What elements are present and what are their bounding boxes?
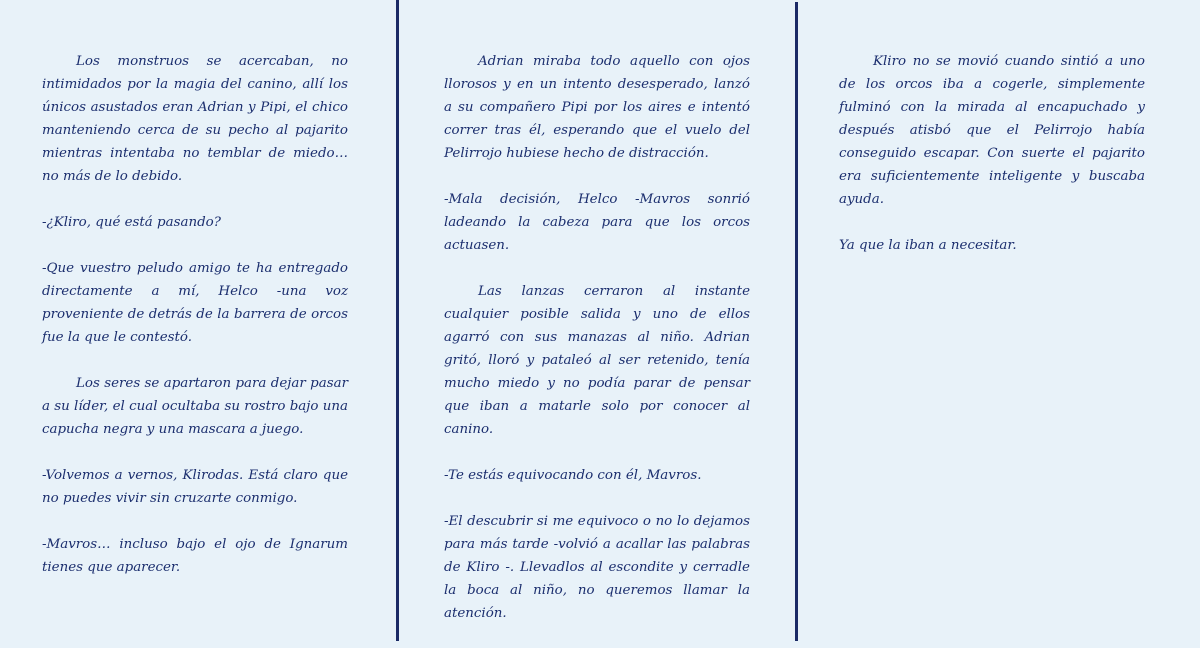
paragraph: Las lanzas cerraron al instante cualquier posible salida y uno de ellos agarró con sus manazas al niño. Adrian gritó, lloró y pataleó al ser retenido, tenía mucho miedo y no podía parar de pensar que iban a matarle solo por conocer al canino. [444,284,750,437]
paragraph: Adrian miraba todo aquello con ojos llorosos y en un intento desesperado, lanzó a su compañero Pipi por los aires e intentó correr tras él, esperando que el vuelo del Pelirrojo hubiese hecho de distracción. [444,54,750,161]
paragraph: -El descubrir si me equivoco o no lo dejamos para más tarde -volvió a acallar las palabras de Kliro -. Llevadlos al escondite y cerradle la boca al niño, no queremos llamar la atención. [444,514,750,621]
text-column-2 [444,50,750,648]
paragraph: Los seres se apartaron para dejar pasar a su líder, el cual ocultaba su rostro bajo una capucha negra y una mascara a juego. [42,376,348,437]
paragraph: Kliro no se movió cuando sintió a uno de los orcos iba a cogerle, simplemente fulminó con la mirada al encapuchado y después atisbó que el Pelirrojo había conseguido escapar. Con suerte el pajarito era suficientemente inteligente y buscaba ayuda. [839,54,1145,207]
paragraph: -Te estás equivocando con él, Mavros. [444,468,702,483]
paragraph: Ya que la iban a necesitar. [839,238,1017,253]
paragraph: -Mavros… incluso bajo el ojo de Ignarum tienes que aparecer. [42,537,348,575]
column-divider-left [396,0,399,641]
paragraph: -¿Kliro, qué está pasando? [42,215,221,230]
paragraph: -Mala decisión, Helco -Mavros sonrió ladeando la cabeza para que los orcos actuasen. [444,192,750,253]
text-column-1 [42,50,348,602]
column-divider-right [795,2,798,641]
paragraph: -Volvemos a vernos, Klirodas. Está claro que no puedes vivir sin cruzarte conmigo. [42,468,348,506]
text-column-3 [839,50,1145,280]
paragraph: -Que vuestro peludo amigo te ha entregado directamente a mí, Helco -una voz proveniente de detrás de la barrera de orcos fue la que le contestó. [42,261,348,345]
paragraph: Los monstruos se acercaban, no intimidados por la magia del canino, allí los únicos asustados eran Adrian y Pipi, el chico manteniendo cerca de su pecho al pajarito mientras intentaba no temblar de miedo… no más de lo debido. [42,54,348,184]
